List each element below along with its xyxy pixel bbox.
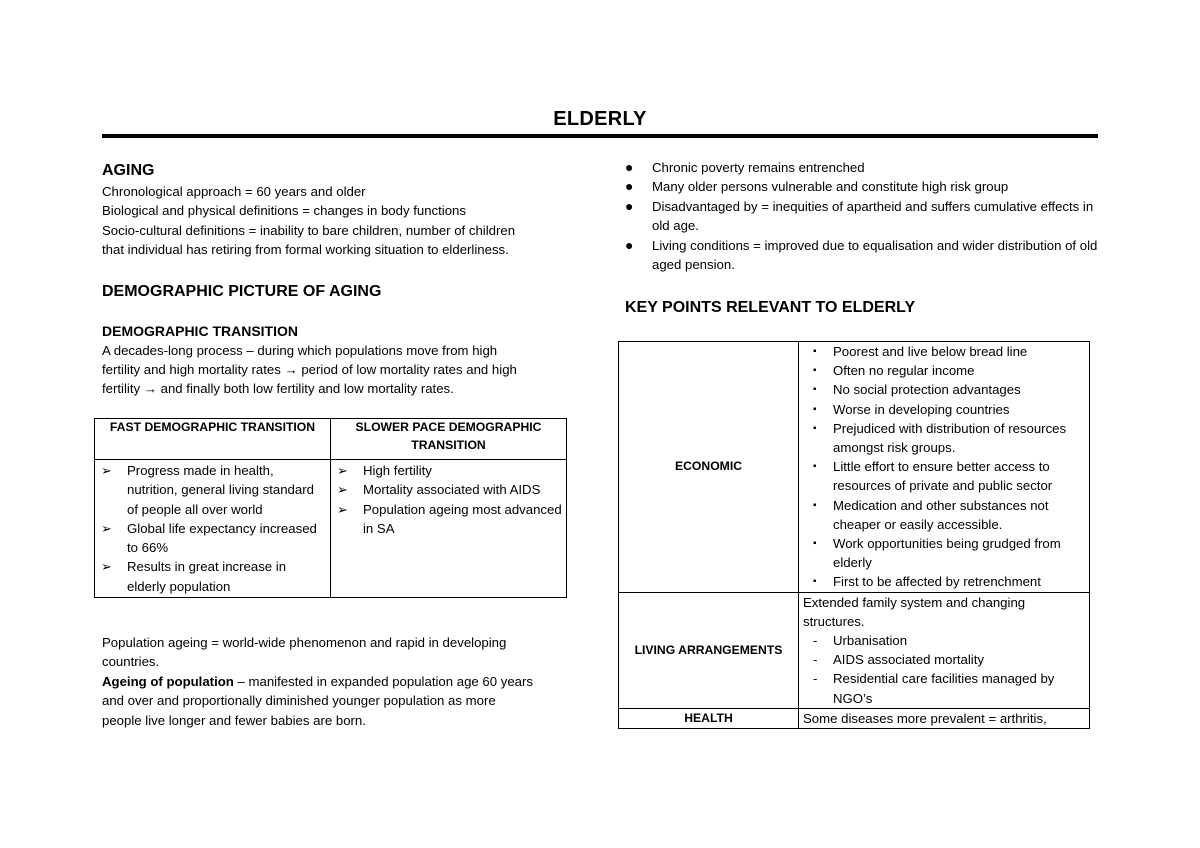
demographic-heading: DEMOGRAPHIC PICTURE OF AGING <box>102 282 382 300</box>
square-bullet-icon: ▪ <box>813 346 817 357</box>
transition-line: A decades-long process – during which populations move from high <box>102 342 498 358</box>
arrow-bullet-icon: ➢ <box>337 482 348 498</box>
list-item: ➢ Results in great increase in elderly population <box>101 559 287 594</box>
slow-transition-cell <box>331 460 567 598</box>
arrow-bullet-icon: ➢ <box>101 520 112 536</box>
health-cell: Some diseases more prevalent = arthritis, <box>799 708 1090 728</box>
list-item: ▪ Often no regular income <box>803 361 1085 380</box>
square-bullet-icon: ▪ <box>813 365 817 377</box>
list-item: ● Chronic poverty remains entrenched <box>595 158 1100 177</box>
transition-heading: DEMOGRAPHIC TRANSITION <box>102 322 298 339</box>
slow-transition-header: SLOWER PACE DEMOGRAPHIC TRANSITION <box>331 419 567 460</box>
list-item: ▪ Poorest and live below bread line <box>803 342 1085 361</box>
aging-heading: AGING <box>102 162 155 179</box>
list-item: - AIDS associated mortality <box>803 650 1085 669</box>
square-bullet-icon: ▪ <box>813 461 817 473</box>
list-item: ▪ Worse in developing countries <box>803 400 1085 419</box>
arrow-bullet-icon: ➢ <box>101 463 112 478</box>
list-item: ● Living conditions = improved due to equalisation and wider distribution of old aged pension. <box>625 236 1098 273</box>
aging-line: that individual has retiring from formal working situation to elderliness. <box>102 242 509 258</box>
transition-table <box>94 418 567 598</box>
list-item: - Urbanisation <box>803 631 1085 650</box>
square-bullet-icon: ▪ <box>813 538 817 550</box>
ageing-paragraph: Population ageing = world-wide phenomenon and rapid in developing countries. Ageing of population – manifested in expanded population age 60 years and over and proportionally diminished younger population as more people live longer and fewer babies are born. <box>102 635 533 728</box>
living-arrangements-label: LIVING ARRANGEMENTS <box>619 592 799 708</box>
square-bullet-icon: ▪ <box>813 422 817 434</box>
health-label: HEALTH <box>619 708 799 728</box>
dot-bullet-icon: ● <box>625 159 634 175</box>
living-arrangements-cell <box>799 592 1090 708</box>
document-title: ELDERLY <box>553 108 647 130</box>
square-bullet-icon: ▪ <box>813 499 817 511</box>
dot-bullet-icon: ● <box>625 236 634 253</box>
dash-bullet-icon: - <box>813 652 818 668</box>
key-points-table <box>618 341 1090 729</box>
left-column <box>102 160 572 399</box>
list-item: ▪ Prejudiced with distribution of resources amongst risk groups. <box>813 420 1067 456</box>
arrow-bullet-icon: ➢ <box>337 501 348 517</box>
list-item: ➢ High fertility <box>335 461 562 480</box>
economic-label: ECONOMIC <box>619 342 799 593</box>
right-column <box>620 158 1100 319</box>
transition-line: fertility → and finally both low fertility and low mortality rates. <box>102 381 454 397</box>
summary-bullet-list <box>595 158 1100 274</box>
list-item: ➢ Mortality associated with AIDS <box>335 480 562 499</box>
list-item: ● Disadvantaged by = inequities of apartheid and suffers cumulative effects in old age. <box>625 197 1094 234</box>
title-divider <box>102 134 1098 138</box>
ageing-term: Ageing of population <box>102 673 234 689</box>
list-item: ▪ Medication and other substances not cheaper or easily accessible. <box>813 497 1049 532</box>
dot-bullet-icon: ● <box>625 178 634 195</box>
dash-bullet-icon: - <box>813 633 818 649</box>
dash-bullet-icon: - <box>813 671 818 687</box>
list-item: ➢ Global life expectancy increased to 66% <box>101 520 317 556</box>
fast-transition-cell <box>95 460 331 598</box>
list-item: - Residential care facilities managed by NGO’s <box>813 671 1055 706</box>
arrow-bullet-icon: ➢ <box>101 559 112 575</box>
square-bullet-icon: ▪ <box>813 384 817 396</box>
list-item: ▪ Work opportunities being grudged from elderly <box>813 536 1061 571</box>
list-item: ▪ Little effort to ensure better access to resources of private and public sector <box>813 459 1053 494</box>
aging-line: Socio-cultural definitions = inability to bare children, number of children <box>102 222 516 238</box>
economic-cell <box>799 342 1090 593</box>
fast-transition-header: FAST DEMOGRAPHIC TRANSITION <box>95 419 331 460</box>
transition-line: fertility and high mortality rates → period of low mortality rates and high <box>102 362 517 378</box>
aging-line: Biological and physical definitions = changes in body functions <box>102 203 466 219</box>
arrow-bullet-icon: ➢ <box>337 463 348 478</box>
list-item: ● Many older persons vulnerable and constitute high risk group <box>595 177 1100 196</box>
list-item: ▪ No social protection advantages <box>803 380 1085 399</box>
list-item: ▪ First to be affected by retrenchment <box>803 572 1085 591</box>
living-intro: Extended family system and changing structures. <box>803 594 1026 629</box>
dot-bullet-icon: ● <box>625 197 634 214</box>
square-bullet-icon: ▪ <box>813 403 817 415</box>
aging-line: Chronological approach = 60 years and older <box>102 184 366 199</box>
list-item: ➢ Progress made in health, nutrition, general living standard of people all over world <box>101 463 314 517</box>
key-points-heading: KEY POINTS RELEVANT TO ELDERLY <box>625 299 916 317</box>
list-item: ➢ Population ageing most advanced in SA <box>337 501 562 536</box>
square-bullet-icon: ▪ <box>813 576 817 588</box>
